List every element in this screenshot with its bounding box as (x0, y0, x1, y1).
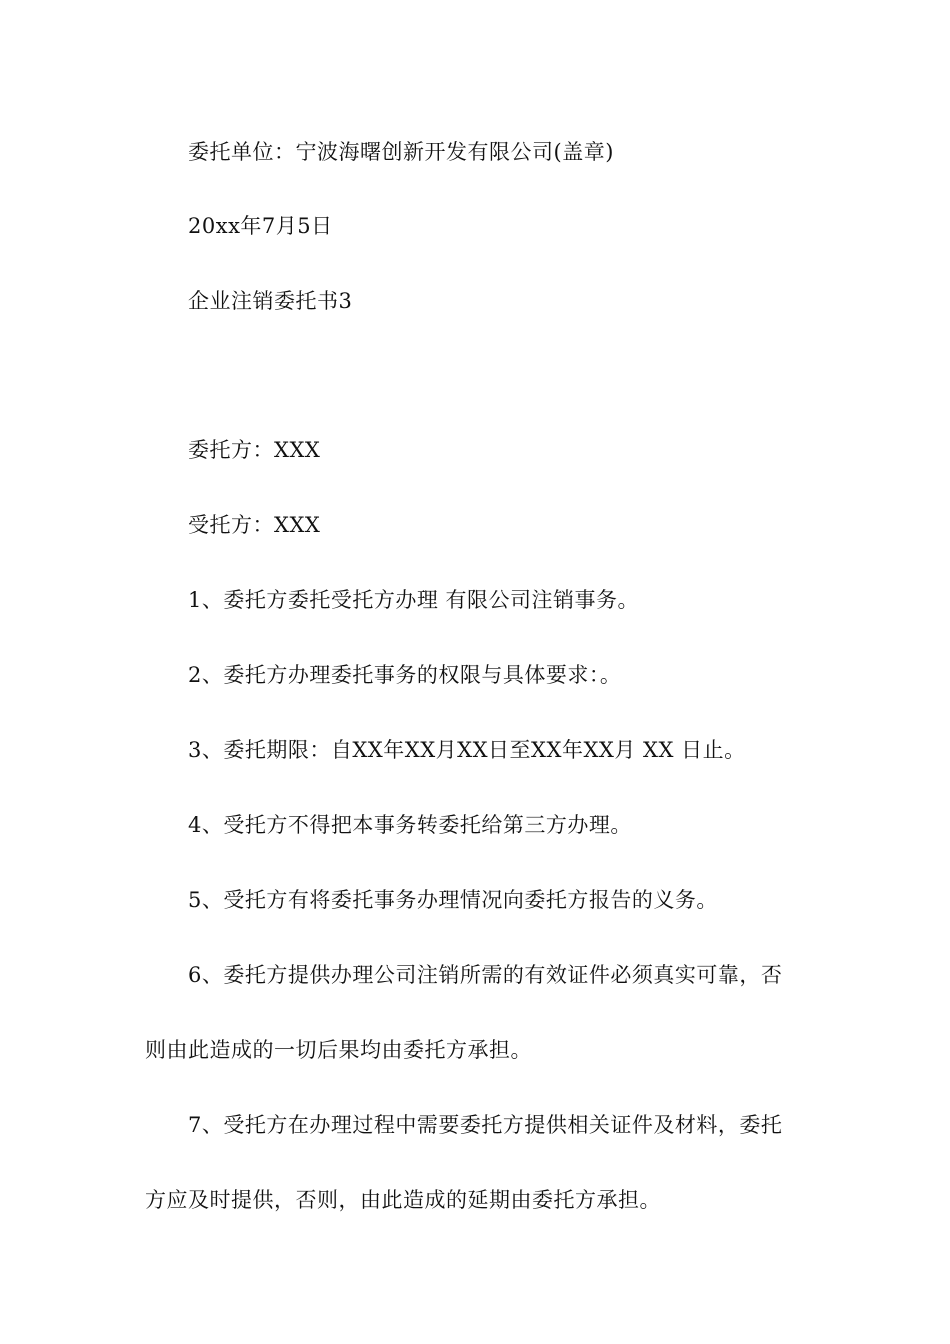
agent-line: 受托方：XXX (188, 513, 321, 537)
principal-line: 委托方：XXX (188, 438, 321, 462)
item-7-line-2: 方应及时提供，否则，由此造成的延期由委托方承担。 (145, 1188, 661, 1212)
date-line: 20xx年7月5日 (188, 214, 333, 238)
client-unit-line: 委托单位：宁波海曙创新开发有限公司(盖章) (188, 140, 614, 164)
item-1: 1、委托方委托受托方办理 有限公司注销事务。 (188, 588, 640, 612)
item-5: 5、受托方有将委托事务办理情况向委托方报告的义务。 (188, 888, 718, 912)
item-6-line-2: 则由此造成的一切后果均由委托方承担。 (145, 1038, 532, 1062)
item-7-line-1: 7、受托方在办理过程中需要委托方提供相关证件及材料，委托 (188, 1113, 783, 1137)
item-2: 2、委托方办理委托事务的权限与具体要求：。 (188, 663, 622, 687)
item-6-line-1: 6、委托方提供办理公司注销所需的有效证件必须真实可靠，否 (188, 963, 783, 987)
item-4: 4、受托方不得把本事务转委托给第三方办理。 (188, 813, 632, 837)
document-title: 企业注销委托书3 (188, 289, 353, 313)
item-3: 3、委托期限：自XX年XX月XX日至XX年XX月 XX 日止。 (188, 738, 746, 762)
